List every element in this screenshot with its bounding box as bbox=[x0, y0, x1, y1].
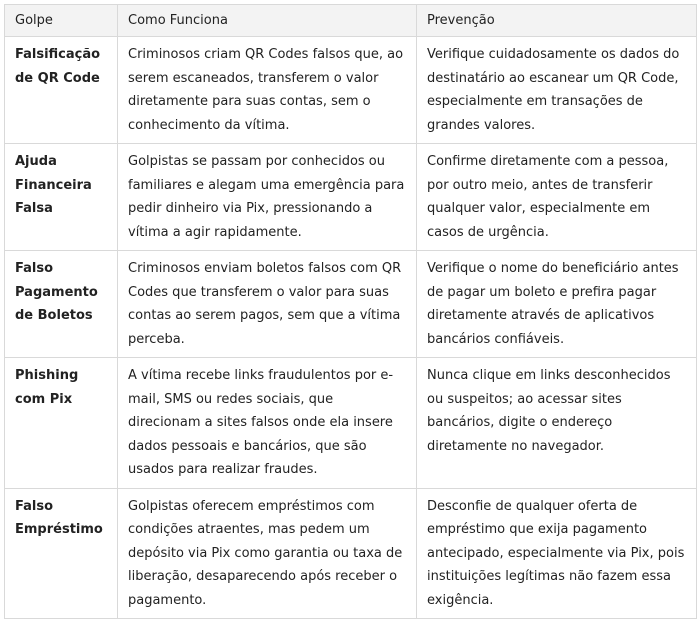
golpes-table bbox=[4, 4, 697, 619]
cell-golpe: Phishing com Pix bbox=[5, 358, 118, 489]
cell-como-funciona: Criminosos enviam boletos falsos com QR Codes que transferem o valor para suas contas ao serem pagos, sem que a vítima perceba. bbox=[118, 251, 417, 358]
cell-golpe: Falso Empréstimo bbox=[5, 488, 118, 619]
header-como-funciona: Como Funciona bbox=[118, 5, 417, 37]
cell-golpe: Ajuda Financeira Falsa bbox=[5, 144, 118, 251]
table-row bbox=[5, 488, 697, 619]
cell-prevencao: Verifique o nome do beneficiário antes de pagar um boleto e prefira pagar diretamente através de aplicativos bancários confiáveis. bbox=[417, 251, 697, 358]
cell-prevencao: Nunca clique em links desconhecidos ou suspeitos; ao acessar sites bancários, digite o endereço diretamente no navegador. bbox=[417, 358, 697, 489]
cell-como-funciona: Golpistas se passam por conhecidos ou familiares e alegam uma emergência para pedir dinheiro via Pix, pressionando a vítima a agir rapidamente. bbox=[118, 144, 417, 251]
cell-golpe: Falsificação de QR Code bbox=[5, 37, 118, 144]
golpes-table-container bbox=[4, 4, 696, 619]
cell-como-funciona: Criminosos criam QR Codes falsos que, ao serem escaneados, transferem o valor diretamente para suas contas, sem o conhecimento da vítima. bbox=[118, 37, 417, 144]
table-header-row bbox=[5, 5, 697, 37]
cell-prevencao: Verifique cuidadosamente os dados do destinatário ao escanear um QR Code, especialmente em transações de grandes valores. bbox=[417, 37, 697, 144]
table-row bbox=[5, 251, 697, 358]
cell-golpe: Falso Pagamento de Boletos bbox=[5, 251, 118, 358]
table-row bbox=[5, 358, 697, 489]
cell-como-funciona: Golpistas oferecem empréstimos com condições atraentes, mas pedem um depósito via Pix como garantia ou taxa de liberação, desaparecendo após receber o pagamento. bbox=[118, 488, 417, 619]
cell-prevencao: Desconfie de qualquer oferta de empréstimo que exija pagamento antecipado, especialmente via Pix, pois instituições legítimas não fazem essa exigência. bbox=[417, 488, 697, 619]
header-prevencao: Prevenção bbox=[417, 5, 697, 37]
table-row bbox=[5, 144, 697, 251]
cell-como-funciona: A vítima recebe links fraudulentos por e-mail, SMS ou redes sociais, que direcionam a sites falsos onde ela insere dados pessoais e bancários, que são usados para realizar fraudes. bbox=[118, 358, 417, 489]
header-golpe: Golpe bbox=[5, 5, 118, 37]
table-row bbox=[5, 37, 697, 144]
cell-prevencao: Confirme diretamente com a pessoa, por outro meio, antes de transferir qualquer valor, especialmente em casos de urgência. bbox=[417, 144, 697, 251]
